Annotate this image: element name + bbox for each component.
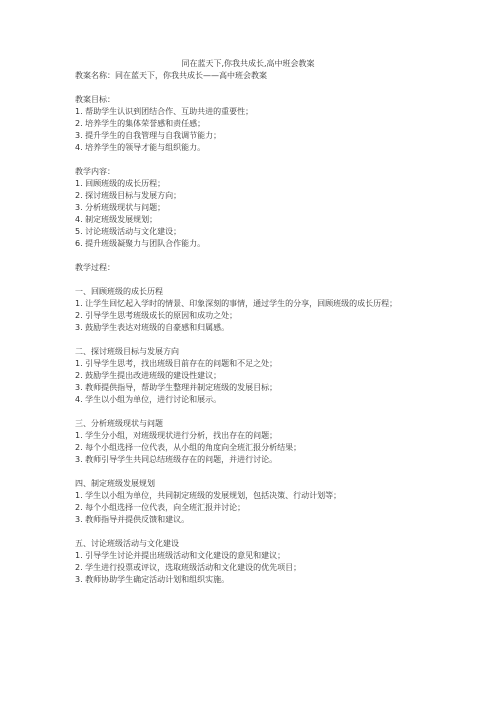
goal-item: 3. 提升学生的自我管理与自我调节能力；: [75, 131, 222, 140]
section-item: 1. 学生以小组为单位，共同制定班级的发展规划，包括决策、行动计划等；: [75, 491, 342, 500]
section-item: 1. 引导学生讨论并提出班级活动和文化建设的意见和建议；: [75, 551, 286, 560]
section-title: 一、回顾班级的成长历程: [75, 287, 163, 296]
section-item: 2. 鼓励学生提出改进班级的建设性建议；: [75, 371, 222, 380]
document-title: 同在蓝天下,你我共成长,高中班会教案: [181, 59, 315, 68]
goal-item: 2. 培养学生的集体荣誉感和责任感；: [75, 119, 206, 128]
section-item: 2. 引导学生思考班级成长的原因和成功之处；: [75, 311, 238, 320]
contents-heading: 教学内容：: [75, 167, 115, 176]
section-item: 3. 教师提供指导，帮助学生整理并制定班级的发展目标；: [75, 383, 278, 392]
content-item: 2. 探讨班级目标与发展方向；: [75, 191, 182, 200]
process-heading: 教学过程：: [75, 263, 115, 272]
case-name: 教案名称：同在蓝天下，你我共成长——高中班会教案: [75, 71, 267, 80]
document-body: [75, 70, 435, 586]
section-item: 1. 引导学生思考，找出班级目前存在的问题和不足之处；: [75, 359, 278, 368]
section-item: 2. 每个小组选择一位代表，向全班汇报并讨论；: [75, 503, 246, 512]
content-item: 3. 分析班级现状与问题；: [75, 203, 166, 212]
section-item: 3. 教师引导学生共同总结班级存在的问题，并进行讨论。: [75, 455, 278, 464]
section-item: 2. 学生进行投票或评议，选取班级活动和文化建设的优先项目；: [75, 563, 302, 572]
section-item: 4. 学生以小组为单位，进行讨论和展示。: [75, 395, 222, 404]
section-title: 二、探讨班级目标与发展方向: [75, 347, 179, 356]
section-item: 1. 让学生回忆起入学时的情景、印象深刻的事情，通过学生的分享，回顾班级的成长历程；: [75, 299, 398, 308]
section-item: 3. 教师协助学生确定活动计划和组织实施。: [75, 575, 230, 584]
content-item: 5. 讨论班级活动与文化建设；: [75, 227, 182, 236]
goal-item: 1. 帮助学生认识到团结合作、互助共进的重要性；: [75, 107, 254, 116]
section-title: 五、讨论班级活动与文化建设: [75, 539, 179, 548]
section-item: 3. 教师指导并提供反馈和建议。: [75, 515, 190, 524]
goals-heading: 教案目标：: [75, 95, 115, 104]
section-title: 四、制定班级发展规划: [75, 479, 155, 488]
section-item: 1. 学生分小组，对班级现状进行分析，找出存在的问题；: [75, 431, 278, 440]
content-item: 4. 制定班级发展规划；: [75, 215, 158, 224]
goal-item: 4. 培养学生的领导才能与组织能力。: [75, 143, 206, 152]
section-title: 三、分析班级现状与问题: [75, 419, 163, 428]
content-item: 1. 回顾班级的成长历程；: [75, 179, 166, 188]
section-item: 3. 鼓励学生表达对班级的自豪感和归属感。: [75, 323, 230, 332]
section-item: 2. 每个小组选择一位代表，从小组的角度向全班汇报分析结果；: [75, 443, 302, 452]
content-item: 6. 提升班级凝聚力与团队合作能力。: [75, 239, 206, 248]
